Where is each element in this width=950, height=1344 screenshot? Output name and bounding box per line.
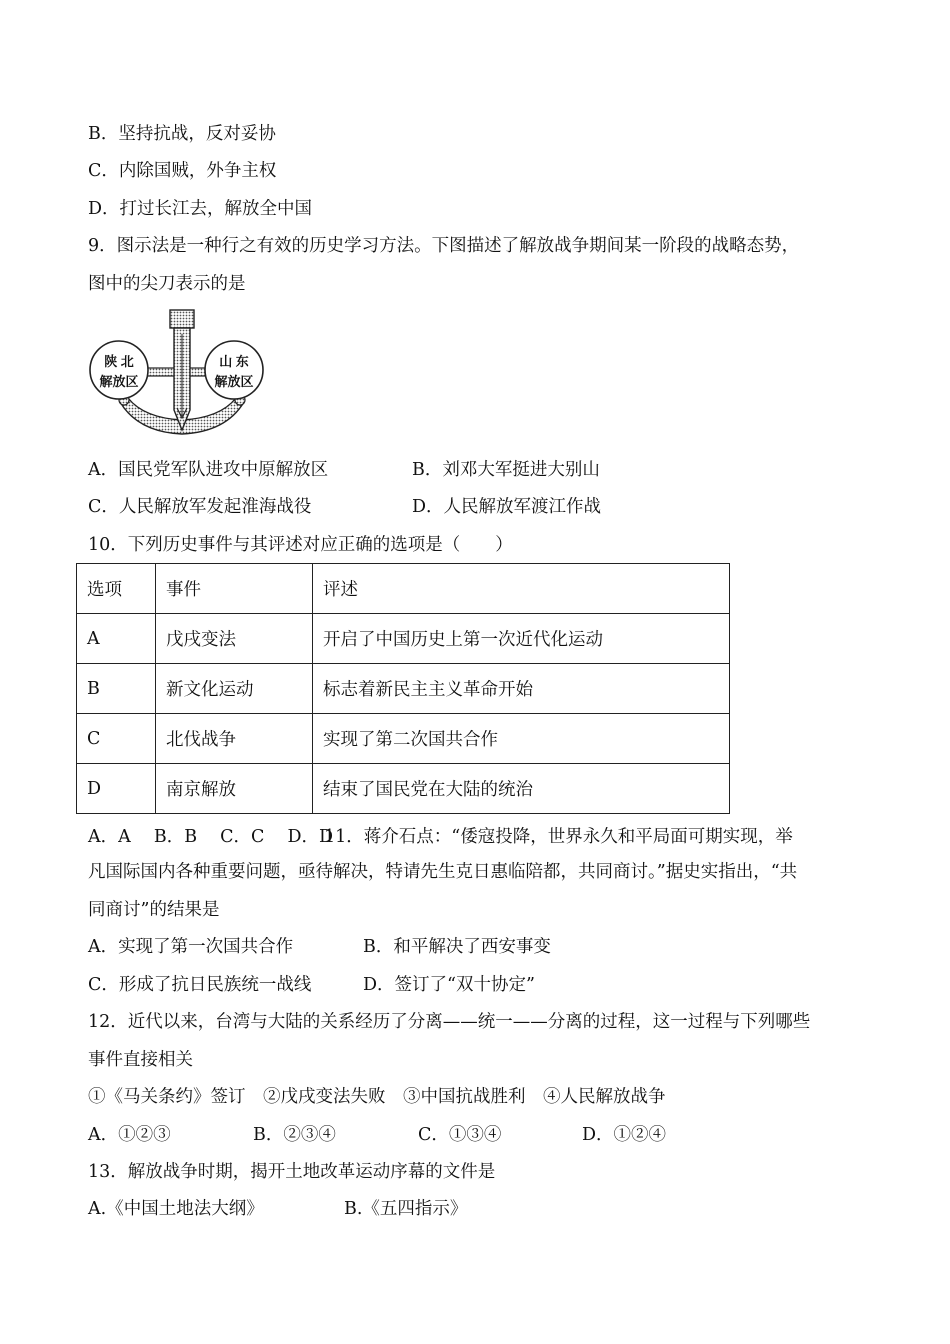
table-cell: C: [77, 714, 156, 764]
q9-stem-line2: 图中的尖刀表示的是: [88, 274, 246, 294]
q13-options-row: [88, 1197, 468, 1221]
q12-option-c: C．①③④: [418, 1125, 502, 1145]
q11-stem-line1: 11．蒋介石点：“倭寇投降，世界永久和平局面可期实现，举: [324, 827, 793, 847]
q11-stem-line3: 同商讨”的结果是: [88, 900, 220, 920]
table-row: [77, 764, 730, 814]
q11-option-d: D．签订了“双十协定”: [363, 975, 535, 995]
q13-option-a: A.《中国土地法大纲》: [88, 1199, 264, 1219]
q12-option-d: D．①②④: [582, 1125, 667, 1145]
table-header-cell: 选项: [77, 564, 156, 614]
q9-options-row2: [88, 495, 602, 519]
q9-stem-line1: 9．图示法是一种行之有效的历史学习方法。下图描述了解放战争期间某一阶段的战略态势，: [88, 236, 800, 256]
q11-option-a: A．实现了第一次国共合作: [88, 937, 294, 957]
q11-option-b: B．和平解决了西安事变: [363, 937, 551, 957]
table-cell: D: [77, 764, 156, 814]
table-cell: 南京解放: [156, 764, 313, 814]
q9-option-b: B．刘邓大军挺进大别山: [412, 460, 600, 480]
q10-stem: 10．下列历史事件与其评述对应正确的选项是（ ）: [88, 535, 513, 555]
table-header-cell: 评述: [313, 564, 730, 614]
q11-stem-line2: 凡国际国内各种重要问题，亟待解决，特请先生克日惠临陪都，共同商讨。”据史实指出，“共: [88, 862, 798, 882]
table-header-row: [77, 564, 730, 614]
q10-q11-line: [88, 825, 793, 849]
table-header-cell: 事件: [156, 564, 313, 614]
q12-stem-line1: 12．近代以来，台湾与大陆的关系经历了分离——统一——分离的过程，这一过程与下列哪些: [88, 1012, 811, 1032]
q12-items: ①《马关条约》签订 ②戊戌变法失败 ③中国抗战胜利 ④人民解放战争: [88, 1087, 666, 1107]
q12-options-row: [88, 1123, 667, 1147]
q11-option-c: C．形成了抗日民族统一战线: [88, 975, 312, 995]
shaanbei-label-line2: 解放区: [99, 374, 139, 389]
shandong-label-line1: 山 东: [219, 354, 249, 369]
shaanbei-label-line1: 陕 北: [104, 354, 134, 369]
shandong-label-line2: 解放区: [214, 374, 254, 389]
table-cell: 戊戌变法: [156, 614, 313, 664]
q12-option-a: A．①②③: [88, 1125, 171, 1145]
q12-stem-line2: 事件直接相关: [88, 1050, 193, 1070]
table-row: [77, 664, 730, 714]
table-cell: 新文化运动: [156, 664, 313, 714]
q11-options-row2: [88, 973, 535, 997]
table-cell: 实现了第二次国共合作: [313, 714, 730, 764]
q8-option-d: D．打过长江去，解放全中国: [88, 199, 313, 219]
q9-option-c: C．人民解放军发起淮海战役: [88, 497, 312, 517]
q8-option-b: B．坚持抗战，反对妥协: [88, 124, 276, 144]
q10-table: [76, 563, 730, 814]
table-row: [77, 614, 730, 664]
q9-option-a: A．国民党军队进攻中原解放区: [88, 460, 329, 480]
table-cell: 标志着新民主主义革命开始: [313, 664, 730, 714]
table-cell: B: [77, 664, 156, 714]
table-cell: A: [77, 614, 156, 664]
q11-options-row1: [88, 935, 551, 959]
q9-option-d: D．人民解放军渡江作战: [412, 497, 602, 517]
table-row: [77, 714, 730, 764]
q12-option-b: B．②③④: [253, 1125, 336, 1145]
sword-pommel: [170, 310, 194, 328]
table-cell: 北伐战争: [156, 714, 313, 764]
table-cell: 结束了国民党在大陆的统治: [313, 764, 730, 814]
shaanbei-circle: [90, 341, 148, 399]
q10-options: A．A B．B C．C D．D: [88, 827, 334, 847]
shandong-circle: [205, 341, 263, 399]
q9-options-row1: [88, 458, 600, 482]
q13-stem: 13．解放战争时期，揭开土地改革运动序幕的文件是: [88, 1162, 496, 1182]
strategic-situation-diagram: [86, 308, 278, 440]
table-cell: 开启了中国历史上第一次近代化运动: [313, 614, 730, 664]
q13-option-b: B.《五四指示》: [344, 1199, 468, 1219]
q8-option-c: C．内除国贼，外争主权: [88, 161, 277, 181]
